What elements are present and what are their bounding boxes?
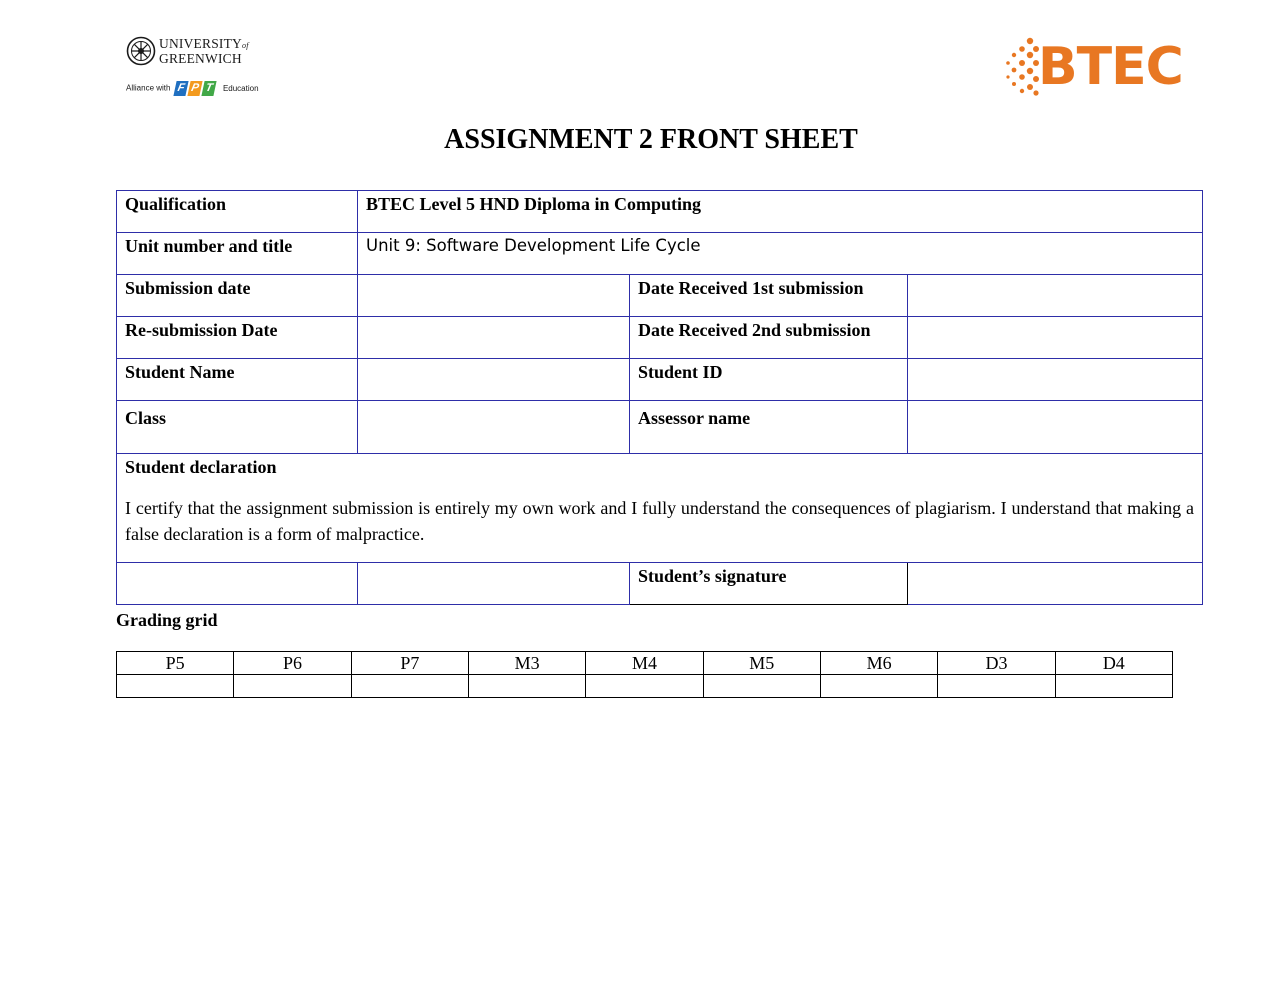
criterion-p7: P7 <box>351 652 468 675</box>
signature-row-blank-1 <box>117 563 358 605</box>
assessor-name-label: Assessor name <box>630 401 908 454</box>
student-signature-label: Student’s signature <box>630 563 908 605</box>
row-declaration <box>117 454 1203 563</box>
date-received-2nd-field[interactable] <box>908 317 1203 359</box>
criterion-p6: P6 <box>234 652 351 675</box>
criterion-d4: D4 <box>1055 652 1172 675</box>
grade-m6[interactable] <box>820 675 937 698</box>
class-label: Class <box>117 401 358 454</box>
row-qualification <box>117 191 1203 233</box>
declaration-title: Student declaration <box>125 457 277 477</box>
university-crest-icon <box>126 36 156 66</box>
qualification-value[interactable]: BTEC Level 5 HND Diploma in Computing <box>358 191 1203 233</box>
grade-d3[interactable] <box>938 675 1055 698</box>
class-field[interactable] <box>358 401 630 454</box>
row-student-name <box>117 359 1203 401</box>
row-resubmission-date <box>117 317 1203 359</box>
date-received-2nd-label: Date Received 2nd submission <box>630 317 908 359</box>
grade-m3[interactable] <box>468 675 585 698</box>
submission-date-field[interactable] <box>358 275 630 317</box>
row-class <box>117 401 1203 454</box>
assessor-name-field[interactable] <box>908 401 1203 454</box>
front-sheet-table <box>116 190 1203 605</box>
grade-p7[interactable] <box>351 675 468 698</box>
grade-m5[interactable] <box>703 675 820 698</box>
date-received-1st-field[interactable] <box>908 275 1203 317</box>
criterion-m5: M5 <box>703 652 820 675</box>
criterion-m3: M3 <box>468 652 585 675</box>
alliance-suffix: Education <box>222 83 259 93</box>
fpt-logo: F P T <box>175 81 217 96</box>
signature-row-blank-2 <box>358 563 630 605</box>
grading-values-row <box>117 675 1173 698</box>
resubmission-date-field[interactable] <box>358 317 630 359</box>
declaration-text: I certify that the assignment submission is entirely my own work and I fully understand the consequences of plagiarism. I understand that making a false declaration is a form of malpractice. <box>125 498 1195 544</box>
qualification-label: Qualification <box>117 191 358 233</box>
row-submission-date <box>117 275 1203 317</box>
grade-m4[interactable] <box>586 675 703 698</box>
btec-dots-icon <box>1000 33 1040 99</box>
criterion-m4: M4 <box>586 652 703 675</box>
resubmission-date-label: Re-submission Date <box>117 317 358 359</box>
row-unit <box>117 233 1203 275</box>
university-name: UNIVERSITYof GREENWICH <box>159 36 249 66</box>
student-id-field[interactable] <box>908 359 1203 401</box>
criterion-d3: D3 <box>938 652 1055 675</box>
student-signature-field[interactable] <box>908 563 1203 605</box>
btec-wordmark: BTEC <box>1038 37 1183 97</box>
date-received-1st-label: Date Received 1st submission <box>630 275 908 317</box>
unit-label: Unit number and title <box>117 233 358 275</box>
grade-p6[interactable] <box>234 675 351 698</box>
grading-criteria-row <box>117 652 1173 675</box>
unit-value[interactable]: Unit 9: Software Development Life Cycle <box>358 233 1203 275</box>
page-title: ASSIGNMENT 2 FRONT SHEET <box>444 124 858 155</box>
grade-p5[interactable] <box>117 675 234 698</box>
grade-d4[interactable] <box>1055 675 1172 698</box>
grading-grid-label: Grading grid <box>116 610 218 630</box>
criterion-m6: M6 <box>820 652 937 675</box>
submission-date-label: Submission date <box>117 275 358 317</box>
student-name-field[interactable] <box>358 359 630 401</box>
university-of-greenwich-logo <box>126 35 266 103</box>
student-declaration <box>117 454 1203 563</box>
criterion-p5: P5 <box>117 652 234 675</box>
student-name-label: Student Name <box>117 359 358 401</box>
alliance-line <box>126 81 259 96</box>
btec-logo <box>1000 33 1196 99</box>
student-id-label: Student ID <box>630 359 908 401</box>
alliance-prefix: Alliance with <box>126 83 171 93</box>
grading-grid-table <box>116 651 1173 698</box>
row-signature <box>117 563 1203 605</box>
